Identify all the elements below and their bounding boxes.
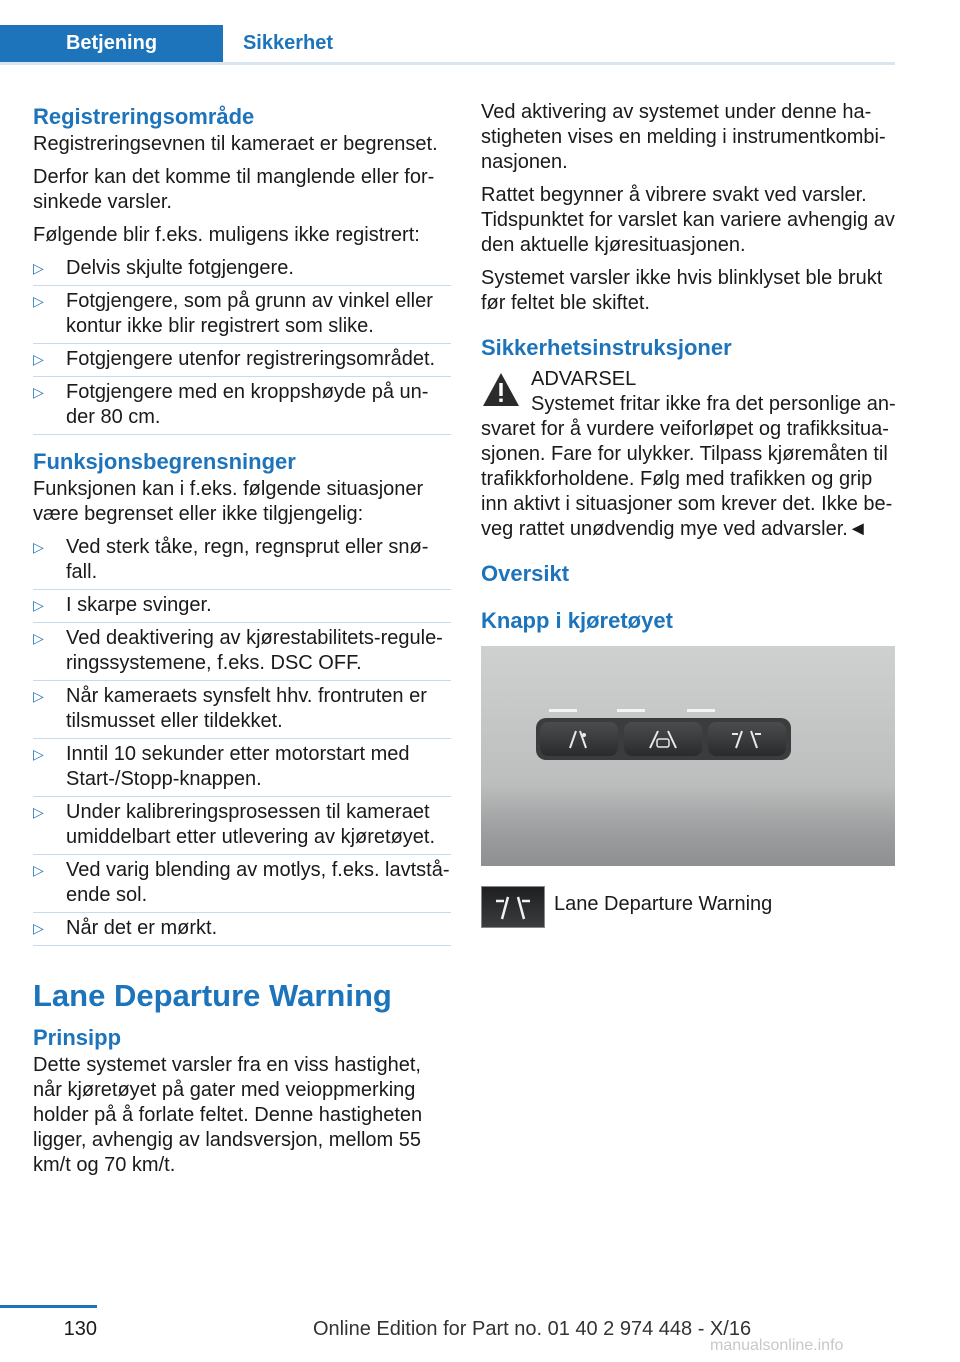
list-item [33, 535, 451, 585]
button-legend [481, 886, 899, 926]
indicator-paragraph: Systemet varsler ikke hvis blinklyset ble brukt før feltet ble skiftet. [481, 267, 883, 314]
triangle-bullet-icon: ▷ [33, 862, 44, 878]
triangle-bullet-icon: ▷ [33, 920, 44, 936]
detection-paragraph-2: Derfor kan det komme til manglende eller for-sinkede varsler. [33, 166, 435, 213]
vibration-paragraph: Rattet begynner å vibrere svakt ved varsler. Tidspunktet for varslet kan variere avhengig av den aktuelle kjøresituasjonen. [481, 184, 895, 256]
overview-heading: Oversikt [481, 561, 570, 586]
warning-block [481, 367, 899, 542]
list-item-text: Når det er mørkt. [66, 917, 218, 939]
list-item-text: Når kameraets synsfelt hhv. frontruten er tilsmusset eller tildekket. [66, 685, 427, 732]
ldw-heading: Lane Departure Warning [33, 978, 392, 1013]
vehicle-button-photo [481, 646, 895, 866]
list-item [33, 858, 451, 908]
detection-heading: Registreringsområde [33, 104, 255, 129]
limits-paragraph: Funksjonen kan i f.eks. følgende situasjoner være begrenset eller ikke tilgjengelig: [33, 478, 424, 525]
page-number-rule [0, 1305, 97, 1308]
list-item-text: Fotgjengere med en kroppshøyde på un-der 80 cm. [66, 381, 429, 428]
principle-paragraph: Dette systemet varsler fra en viss hastighet, når kjøretøyet på gater med veioppmerking holder på å forlate feltet. Denne hastigheten ligger, avhengig av landsversjon, mellom 55 km/t og 70 km/t. [33, 1054, 423, 1176]
button-panel [536, 718, 791, 760]
triangle-bullet-icon: ▷ [33, 688, 44, 704]
list-item [33, 380, 451, 430]
tab-betjening[interactable]: Betjening [0, 25, 223, 62]
triangle-bullet-icon: ▷ [33, 804, 44, 820]
list-item [33, 742, 451, 792]
list-item-text: Fotgjengere utenfor registreringsområdet. [66, 348, 436, 370]
detection-paragraph-3: Følgende blir f.eks. muligens ikke registrert: [33, 224, 420, 246]
watermark: manualsonline.info [710, 1337, 844, 1354]
list-item-text: Ved deaktivering av kjørestabilitets-regule-ringssystemene, f.eks. DSC OFF. [66, 627, 443, 674]
list-item-text: Fotgjengere, som på grunn av vinkel eller kontur ikke blir registrert som slike. [66, 290, 433, 337]
list-item-text: Ved varig blending av motlys, f.eks. lavtstå-ende sol. [66, 859, 450, 906]
indicator-led [617, 709, 645, 712]
pedestrian-icon [540, 722, 618, 756]
section-tabs [0, 25, 895, 65]
tab-sikkerhet[interactable]: Sikkerhet [223, 25, 353, 62]
list-item [33, 916, 451, 941]
warning-triangle-icon [481, 371, 521, 409]
list-item [33, 256, 451, 281]
safety-heading: Sikkerhetsinstruksjoner [481, 335, 732, 360]
photo-shade [481, 786, 895, 866]
triangle-bullet-icon: ▷ [33, 384, 44, 400]
page-number: 130 [63, 1318, 97, 1340]
triangle-bullet-icon: ▷ [33, 351, 44, 367]
triangle-bullet-icon: ▷ [33, 260, 44, 276]
triangle-bullet-icon: ▷ [33, 630, 44, 646]
list-item [33, 800, 451, 850]
indicator-led [549, 709, 577, 712]
edition-footer: Online Edition for Part no. 01 40 2 974 448 - X/16 [313, 1318, 752, 1340]
button-heading: Knapp i kjøretøyet [481, 608, 673, 633]
detection-paragraph-1: Registreringsevnen til kameraet er begrenset. [33, 133, 438, 155]
list-item-text: Ved sterk tåke, regn, regnsprut eller snø-fall. [66, 536, 429, 583]
vehicle-icon [624, 722, 702, 756]
lane-departure-icon [708, 722, 786, 756]
legend-label: Lane Departure Warning [554, 893, 773, 915]
list-item-text: I skarpe svinger. [66, 594, 212, 616]
warning-title: ADVARSEL [531, 368, 637, 390]
indicator-led [687, 709, 715, 712]
list-item [33, 289, 451, 339]
list-item [33, 626, 451, 676]
lane-departure-button-icon [481, 886, 545, 928]
list-item [33, 593, 451, 618]
list-item [33, 684, 451, 734]
triangle-bullet-icon: ▷ [33, 539, 44, 555]
triangle-bullet-icon: ▷ [33, 293, 44, 309]
principle-heading: Prinsipp [33, 1025, 122, 1050]
list-item-text: Inntil 10 sekunder etter motorstart med Start-/Stopp-knappen. [66, 743, 410, 790]
left-column [33, 100, 451, 1186]
triangle-bullet-icon: ▷ [33, 597, 44, 613]
collision-warning-button [624, 722, 702, 756]
limits-list [33, 535, 451, 941]
list-item-text: Delvis skjulte fotgjengere. [66, 257, 294, 279]
list-item [33, 347, 451, 372]
right-column [481, 100, 899, 926]
lane-departure-button [708, 722, 786, 756]
list-item-text: Under kalibreringsprosessen til kameraet umiddelbart etter utlevering av kjøretøyet. [66, 801, 436, 848]
pedestrian-warning-button [540, 722, 618, 756]
warning-text: Systemet fritar ikke fra det personlige an-svaret for å vurdere veiforløpet og trafikksitua-sjonen. Fare for ulykker. Tilpass kjøremåten til trafikkforholdene. Følg med trafikken og grip inn aktivt i situasjoner som krever det. Ikke be-veg rattet unødvendig mye ved advarsler.◄ [481, 393, 896, 540]
activation-paragraph: Ved aktivering av systemet under denne ha-stigheten vises en melding i instrumentkombi-nasjonen. [481, 101, 886, 173]
limits-heading: Funksjonsbegrensninger [33, 449, 296, 474]
triangle-bullet-icon: ▷ [33, 746, 44, 762]
detection-list [33, 256, 451, 430]
